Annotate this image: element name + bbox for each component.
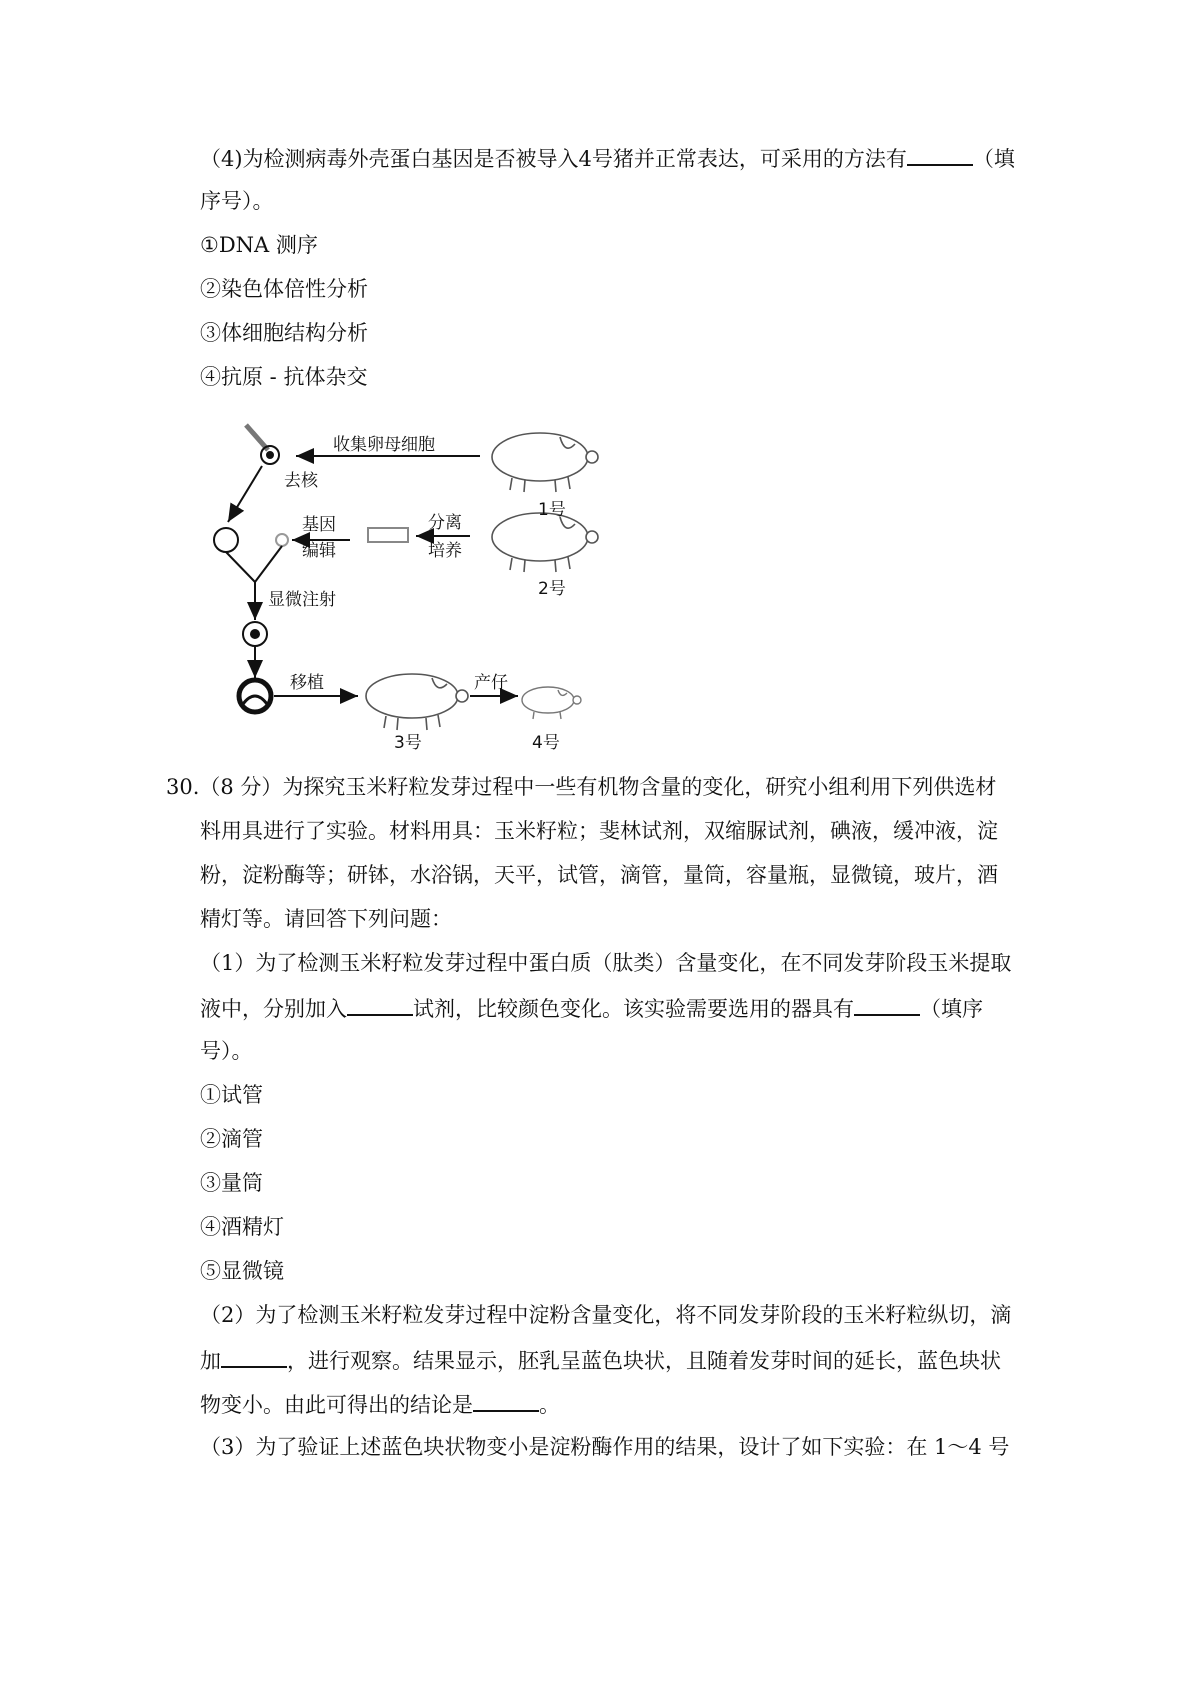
- q30-p2-line3: 物变小。由此可得出的结论是 。: [200, 1388, 560, 1420]
- q29-part4-line1: （4)为检测病毒外壳蛋白基因是否被导入4号猪并正常表达，可采用的方法有 （填: [200, 142, 1015, 174]
- p1-option-2: ②滴管: [200, 1127, 263, 1151]
- p1-option-4: ④酒精灯: [200, 1215, 284, 1239]
- option-3: ③体细胞结构分析: [200, 321, 368, 345]
- label-microinject: 显微注射: [268, 590, 336, 610]
- q30-intro-line2: 料用具进行了实验。材料用具：玉米籽粒；斐林试剂，双缩脲试剂，碘液，缓冲液，淀: [200, 819, 998, 843]
- q30-p1-line1: （1）为了检测玉米籽粒发芽过程中蛋白质（肽类）含量变化，在不同发芽阶段玉米提取: [200, 951, 1012, 975]
- answer-blank[interactable]: [473, 1388, 539, 1412]
- label-pig3: 3号: [394, 733, 422, 753]
- label-separate: 分离: [428, 513, 462, 533]
- q30-p2-line2: 加 ，进行观察。结果显示，胚乳呈蓝色块状，且随着发芽时间的延长，蓝色块状: [200, 1344, 1001, 1376]
- label-collect-eggs: 收集卵母细胞: [333, 435, 435, 455]
- label-pig2: 2号: [538, 579, 566, 599]
- option-2: ②染色体倍性分析: [200, 277, 368, 301]
- p1-option-5: ⑤显微镜: [200, 1259, 284, 1283]
- label-gene: 基因: [302, 515, 336, 535]
- label-pig4: 4号: [532, 733, 560, 753]
- culture-dish: [368, 528, 408, 542]
- answer-blank[interactable]: [221, 1344, 287, 1368]
- p1-option-1: ①试管: [200, 1083, 263, 1107]
- option-1: ①DNA 测序: [200, 233, 318, 257]
- answer-blank[interactable]: [347, 992, 413, 1016]
- p1-option-3: ③量筒: [200, 1171, 263, 1195]
- label-culture: 培养: [428, 541, 462, 561]
- q30-p1-line3: 号）。: [200, 1039, 253, 1063]
- q30-intro-line4: 精灯等。请回答下列问题：: [200, 907, 452, 931]
- q30-p3-line1: （3）为了验证上述蓝色块状物变小是淀粉酶作用的结果，设计了如下实验：在 1～4 号: [200, 1435, 1010, 1459]
- q30-intro-line1: 30.（8 分）为探究玉米籽粒发芽过程中一些有机物含量的变化，研究小组利用下列供选材: [166, 775, 997, 799]
- label-enucleate: 去核: [284, 471, 318, 491]
- oocyte: [214, 528, 238, 552]
- answer-blank[interactable]: [854, 992, 920, 1016]
- q29-part4-line2: 序号）。: [200, 189, 274, 213]
- q30-intro-line3: 粉，淀粉酶等；研钵，水浴锅，天平，试管，滴管，量筒，容量瓶，显微镜，玻片，酒: [200, 863, 998, 887]
- option-4: ④抗原 - 抗体杂交: [200, 365, 368, 389]
- pig-2-icon: [492, 513, 598, 572]
- label-birth: 产仔: [474, 673, 508, 693]
- pig-4-icon: [522, 687, 581, 719]
- label-transplant: 移植: [290, 673, 324, 693]
- q30-p1-line2: 液中，分别加入 试剂，比较颜色变化。该实验需要选用的器具有 （填序: [200, 992, 983, 1024]
- pig-3-icon: [366, 674, 468, 730]
- label-pig1: 1号: [538, 500, 566, 520]
- q30-p2-line1: （2）为了检测玉米籽粒发芽过程中淀粉含量变化，将不同发芽阶段的玉米籽粒纵切，滴: [200, 1303, 1012, 1327]
- pig-1-icon: [492, 433, 598, 492]
- label-edit: 编辑: [302, 541, 336, 561]
